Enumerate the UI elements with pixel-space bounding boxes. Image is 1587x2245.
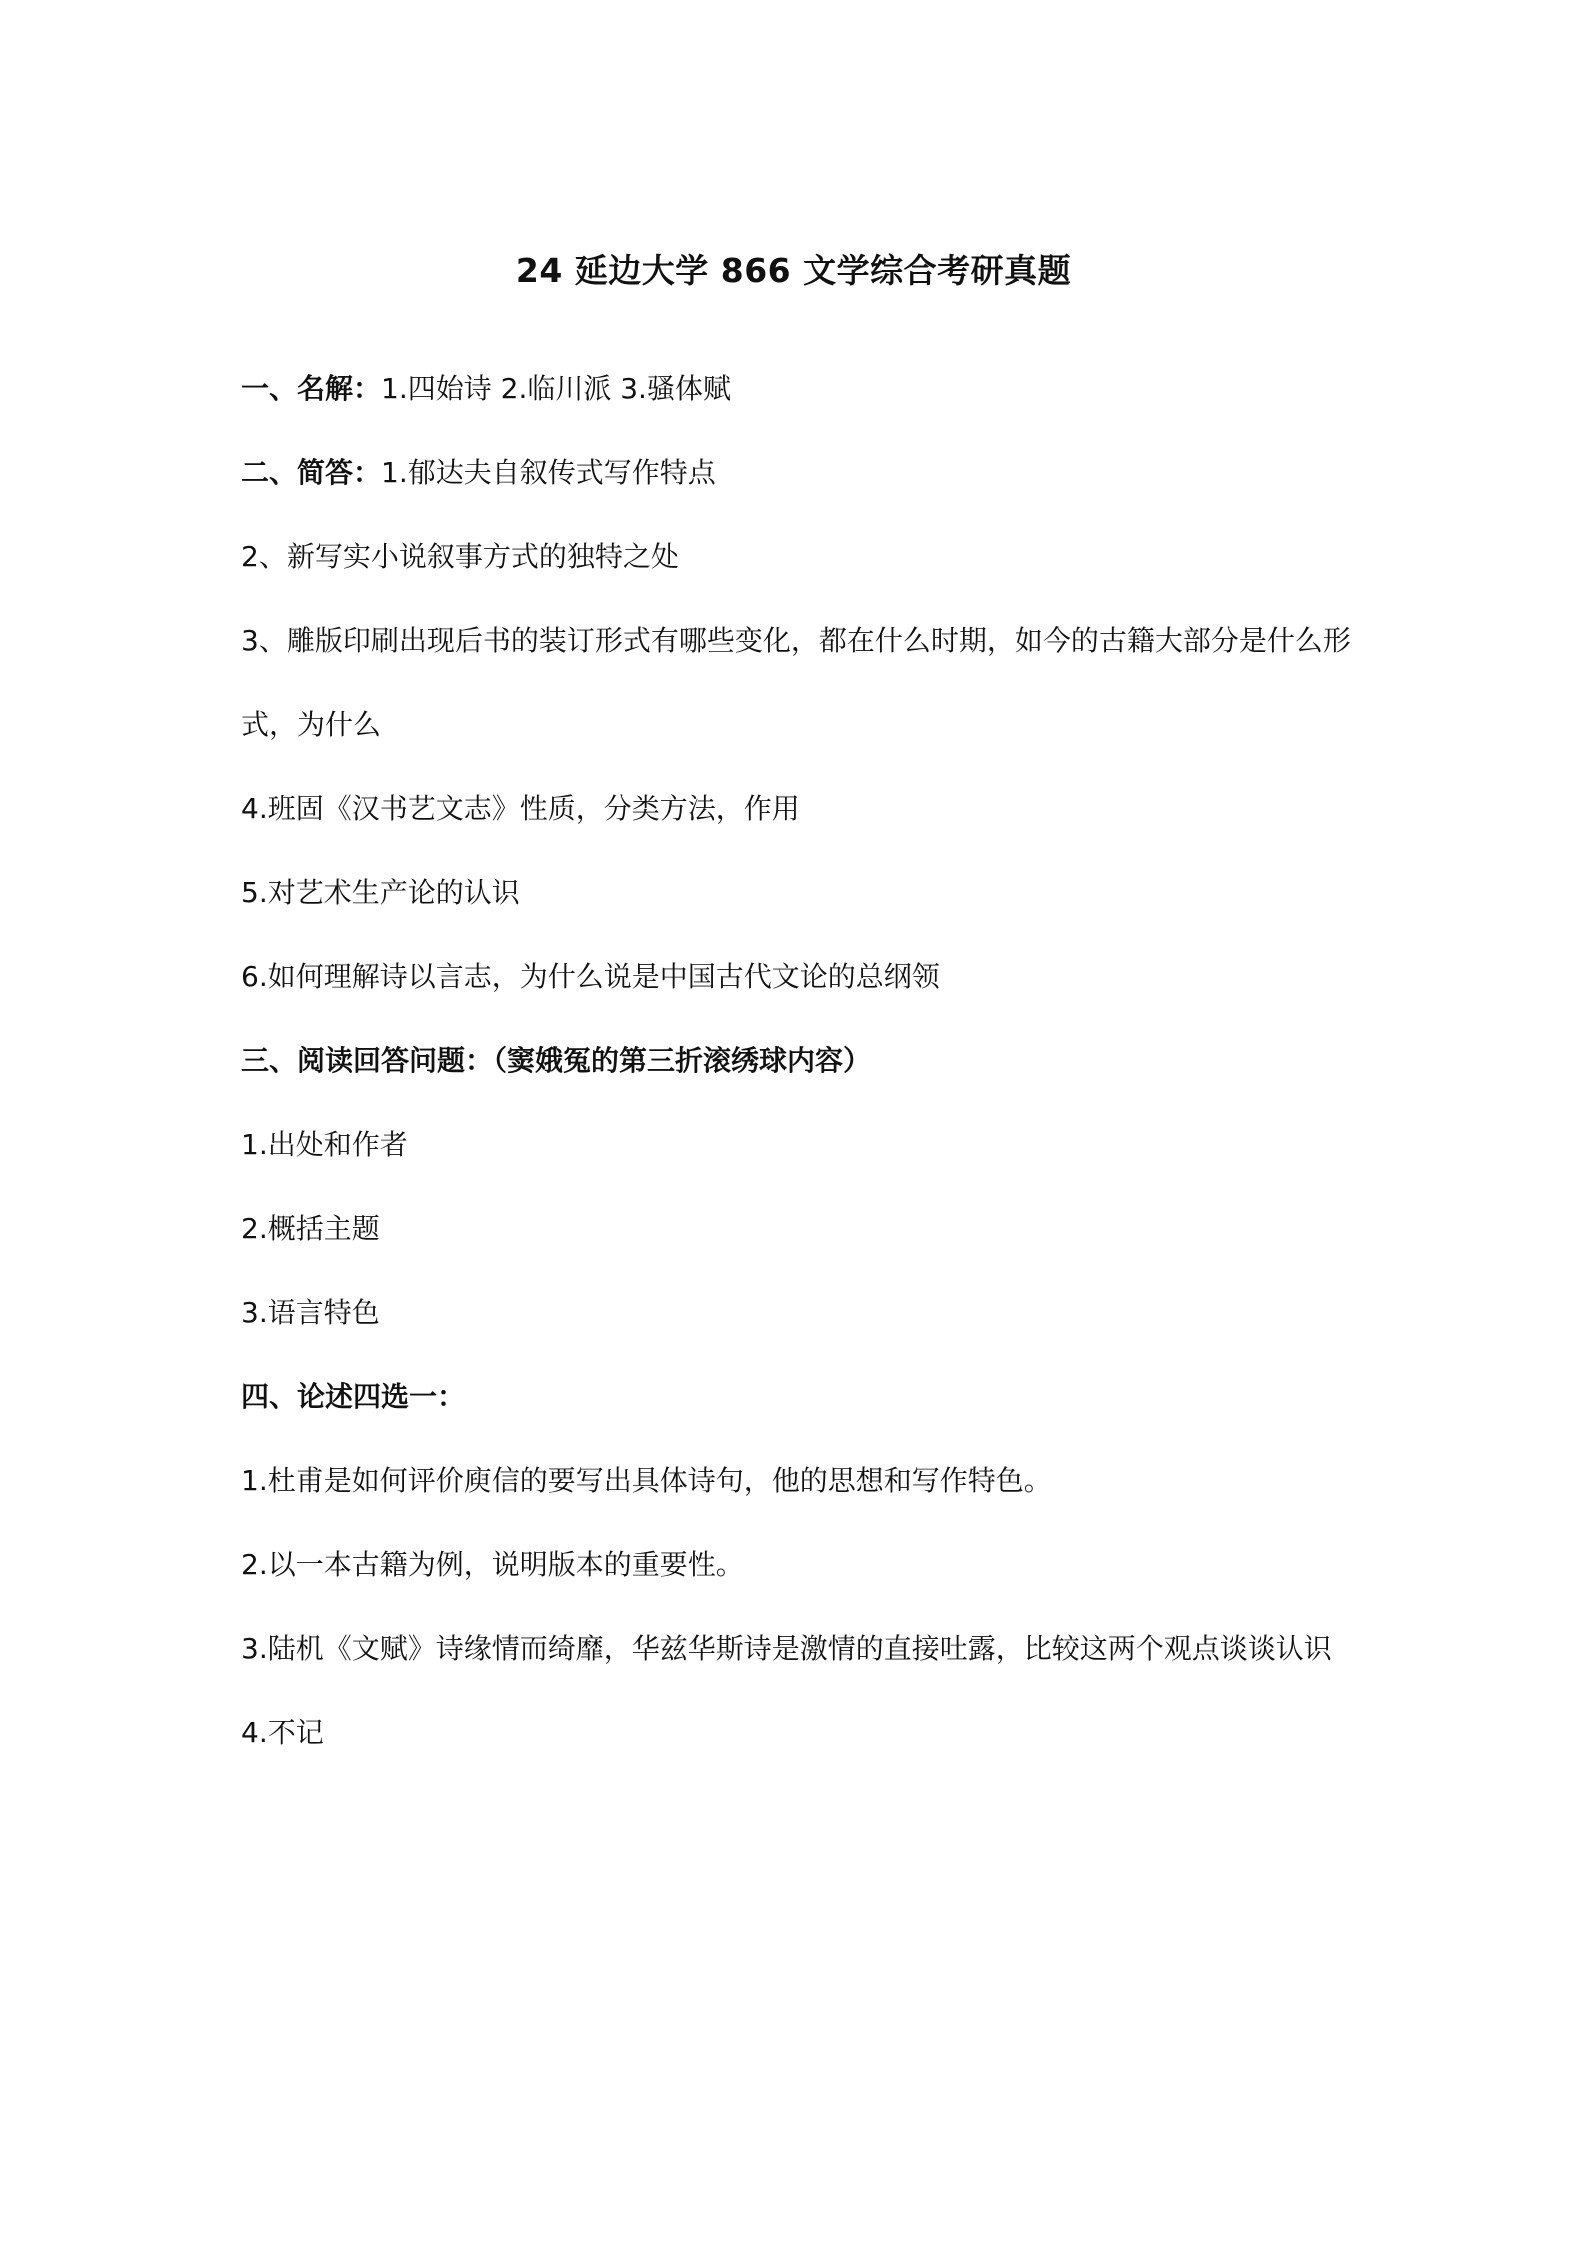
section-2-heading: 二、简答： [241,456,382,489]
section-2-question-4: 4.班固《汉书艺文志》性质，分类方法，作用 [241,792,800,825]
section-1-content: 1.四始诗 2.临川派 3.骚体赋 [381,372,731,405]
section-2-question-3-line-1: 3、雕版印刷出现后书的装订形式有哪些变化，都在什么时期，如今的古籍大部分是什么形 [241,624,1351,657]
section-3-question-1: 1.出处和作者 [241,1128,408,1161]
section-2-question-1: 1.郁达夫自叙传式写作特点 [381,456,716,489]
section-3-question-3: 3.语言特色 [241,1296,380,1329]
section-4-heading: 四、论述四选一： [241,1380,466,1413]
section-4-question-1: 1.杜甫是如何评价庾信的要写出具体诗句，他的思想和写作特色。 [241,1464,1052,1497]
section-2-question-3-line-2: 式，为什么 [241,708,382,741]
section-1-heading: 一、名解： [241,372,382,405]
section-4-question-3: 3.陆机《文赋》诗缘情而绮靡，华兹华斯诗是激情的直接吐露，比较这两个观点谈谈认识 [241,1632,1332,1665]
section-2-question-6: 6.如何理解诗以言志，为什么说是中国古代文论的总纲领 [241,960,940,993]
section-2-question-2: 2、新写实小说叙事方式的独特之处 [241,540,679,573]
section-1-line [241,367,1381,411]
section-4-question-2: 2.以一本古籍为例，说明版本的重要性。 [241,1548,744,1581]
section-2-line [241,451,1381,495]
section-4-question-4: 4.不记 [241,1716,324,1749]
section-2-question-5: 5.对艺术生产论的认识 [241,876,520,909]
section-3-question-2: 2.概括主题 [241,1212,380,1245]
section-3-heading: 三、阅读回答问题：（窦娥冤的第三折滚绣球内容） [241,1044,872,1077]
document-title: 24 延边大学 866 文学综合考研真题 [515,251,1072,290]
